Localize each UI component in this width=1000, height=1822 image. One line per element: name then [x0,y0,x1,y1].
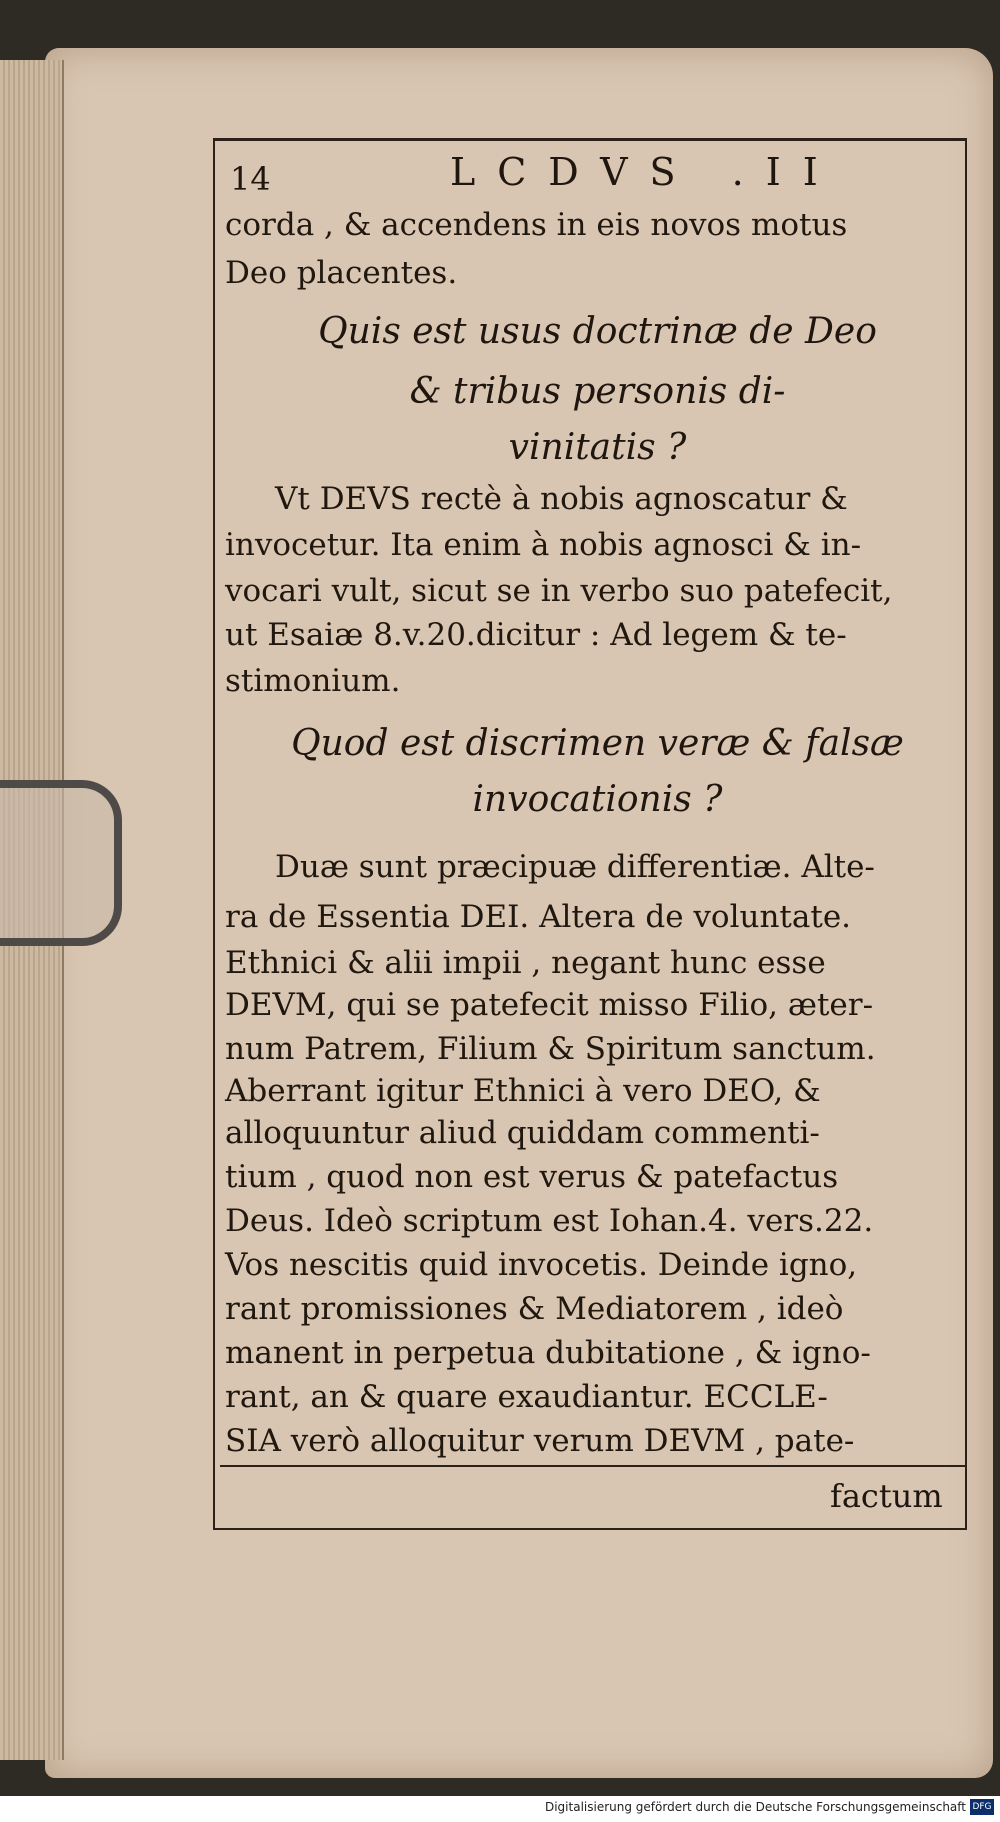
text-line: num Patrem, Filium & Spiritum sanctum. [225,1031,876,1067]
digitization-credit: Digitalisierung gefördert durch die Deutsche Forschungsgemeinschaft [544,1800,966,1814]
text-line: Deus. Ideò scriptum est Iohan.4. vers.22. [225,1203,874,1239]
text-line: DEVM, qui se patefecit misso Filio, æter- [225,987,874,1023]
question-heading: vinitatis ? [508,427,687,468]
text-line: Vt DEVS rectè à nobis agnoscatur & [275,481,848,517]
running-head: LCDVS .II [450,150,840,194]
text-line: rant, an & quare exaudiantur. ECCLE- [225,1379,828,1415]
book-clasp [0,780,122,946]
text-line: corda , & accendens in eis novos motus [225,207,848,243]
question-heading: & tribus personis di- [409,371,786,412]
question-heading: invocationis ? [472,779,723,820]
catchword: factum [830,1477,943,1515]
text-line: rant promissiones & Mediatorem , ideò [225,1291,844,1327]
text-line: Deo placentes. [225,255,458,291]
page-number: 14 [230,160,271,198]
text-line: invocetur. Ita enim à nobis agnosci & in- [225,527,862,563]
page-header [230,150,960,200]
dfg-logo: DFG [970,1799,994,1815]
text-line: ut Esaiæ 8.v.20.dicitur : Ad legem & te- [225,617,847,653]
text-line: tium , quod non est verus & patefactus [225,1159,839,1195]
bottom-rule [220,1465,965,1467]
text-line: Aberrant igitur Ethnici à vero DEO, & [225,1073,821,1109]
text-line: alloquuntur aliud quiddam commenti- [225,1115,820,1151]
text-line: SIA verò alloquitur verum DEVM , pate- [225,1423,855,1459]
text-line: manent in perpetua dubitatione , & igno- [225,1335,871,1371]
text-line: Ethnici & alii impii , negant hunc esse [225,945,826,981]
text-line: ra de Essentia DEI. Altera de voluntate. [225,899,852,935]
text-line: Duæ sunt præcipuæ differentiæ. Alte- [275,849,875,885]
text-line: Vos nescitis quid invocetis. Deinde igno, [225,1247,858,1283]
text-line: stimonium. [225,663,401,699]
text-line: vocari vult, sicut se in verbo suo patefecit, [225,573,893,609]
question-heading: Quod est discrimen veræ & falsæ [291,723,904,764]
question-heading: Quis est usus doctrinæ de Deo [318,311,877,352]
